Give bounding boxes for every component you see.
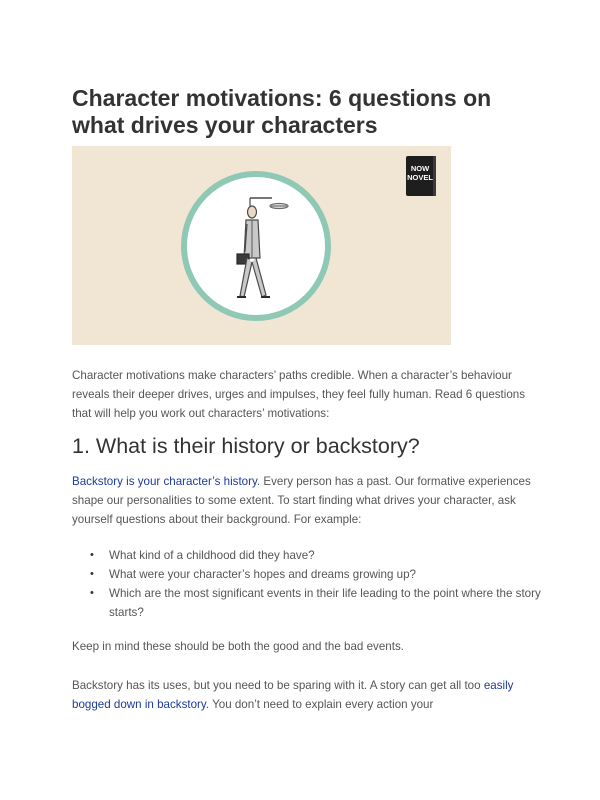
svg-text:NOVEL: NOVEL [407, 173, 433, 182]
bullet-icon: • [90, 587, 94, 599]
now-novel-logo [406, 156, 436, 196]
svg-text:NOW: NOW [410, 164, 430, 173]
events-paragraph: Keep in mind these should be both the good and the bad events. [72, 640, 404, 653]
backstory-paragraph [72, 472, 542, 529]
bullet-icon: • [90, 549, 94, 561]
list-item: • What kind of a childhood did they have? [90, 546, 542, 565]
list-item: • Which are the most significant events in their life leading to the point where the story starts? [90, 584, 542, 622]
backstory-paragraph-text: . Every person has a past. Our formative experiences shape our personalities to some extent. To start finding what drives your character, ask yourself questions about their background. For example: [72, 475, 531, 526]
backstory-link[interactable]: Backstory is your character’s history [72, 475, 257, 488]
section-heading: 1. What is their history or backstory? [72, 434, 420, 458]
question-list [90, 546, 542, 622]
hero-illustration [72, 146, 451, 345]
hero-image [72, 146, 451, 345]
bullet-icon: • [90, 568, 94, 580]
article-title: Character motivations: 6 questions on what drives your characters [72, 85, 492, 138]
list-item: • What were your character’s hopes and dreams growing up? [90, 565, 542, 584]
backstory-uses-paragraph: Backstory has its uses, but you need to be sparing with it. A story can get all too easily bogged down in backstory. You don’t need to explain every action your [72, 679, 514, 711]
bogged-down-link[interactable]: easily bogged down in backstory [72, 679, 514, 711]
intro-paragraph: Character motivations make characters’ paths credible. When a character’s behaviour reveals their deeper drives, urges and impulses, they feel fully human. Read 6 questions that will help you work out characters’ motivations: [72, 369, 526, 420]
